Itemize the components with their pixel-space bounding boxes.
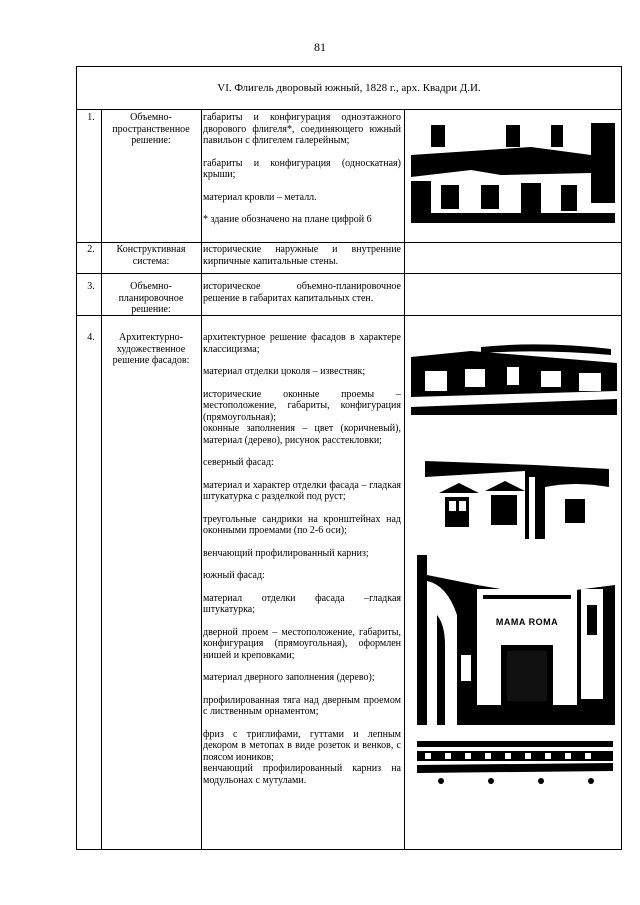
facade-photo-3 [425,447,609,539]
row-name: Объемно-планировочное решение: [118,281,184,315]
row-description [203,244,401,267]
row-number: 3. [87,281,95,292]
row-divider [77,273,621,274]
paragraph: материал отделки цоколя – известняк; [203,366,366,377]
facade-photo-1 [411,115,615,223]
row-number: 4. [87,332,95,343]
paragraph: оконные заполнения – цвет (коричневый), материал (дерево), рисунок расстекловки; [203,423,401,446]
facade-photo-5 [411,737,617,789]
row-description [203,281,401,304]
paragraph: материал отделки фасада –гладкая штукатурка; [203,592,401,615]
paragraph: габариты и конфигурация (односкатная) крыши; [203,157,401,180]
paragraph: дверной проем – местоположение, габариты, конфигурация (прямоугольная), оформлен нишей и креповками; [203,626,401,661]
paragraph: венчающий профилированный карниз на модульонах с мутулами. [203,763,401,786]
row-divider [77,242,621,243]
row-name: Конструктивная система: [116,244,186,267]
paragraph: исторические наружные и внутренние кирпичные капитальные стены. [203,244,401,267]
paragraph: материал дверного заполнения (дерево); [203,672,375,683]
paragraph: материал и характер отделки фасада – гладкая штукатурка с разделкой под руст; [203,479,401,502]
row-name: Объемно-пространственное решение: [112,112,190,146]
paragraph: * здание обозначено на плане цифрой 6 [203,214,372,225]
column-divider [404,109,405,849]
attributes-table [76,66,622,850]
column-divider [201,109,202,849]
paragraph: габариты и конфигурация одноэтажного дворового флигеля*, соединяющего южный павильон с флигелем галерейным; [203,112,401,146]
row-description [203,332,401,786]
table-title: VI. Флигель дворовый южный, 1828 г., арх. Квадри Д.И. [77,67,621,110]
paragraph: треугольные сандрики на кронштейнах над оконными проемами (по 2-6 оси); [203,513,401,536]
paragraph: северный фасад: [203,457,274,468]
paragraph: архитектурное решение фасадов в характере классицизма; [203,332,401,355]
paragraph: профилированная тяга над дверным проемом с лиственным орнаментом; [203,694,401,717]
photo-signage: MAMA ROMA [495,617,559,627]
paragraph: южный фасад: [203,570,265,581]
row-name: Архитектурно-художественное решение фасадов: [112,332,190,366]
facade-photo-2 [411,337,617,415]
column-divider [101,109,102,849]
paragraph: историческое объемно-планировочное решение в габаритах капитальных стен. [203,281,401,304]
paragraph: венчающий профилированный карниз; [203,547,369,559]
facade-photo-4 [417,555,615,725]
row-number: 1. [87,112,95,123]
page-number: 81 [314,40,326,54]
row-description [203,112,401,226]
row-number: 2. [87,244,95,255]
paragraph: фриз с триглифами, гуттами и лепным декором в метопах в виде розеток и венков, с поясом иоников; [203,728,401,763]
paragraph: исторические оконные проемы – местоположение, габариты, конфигурация (прямоугольная); [203,388,401,423]
paragraph: материал кровли – металл. [203,191,317,203]
